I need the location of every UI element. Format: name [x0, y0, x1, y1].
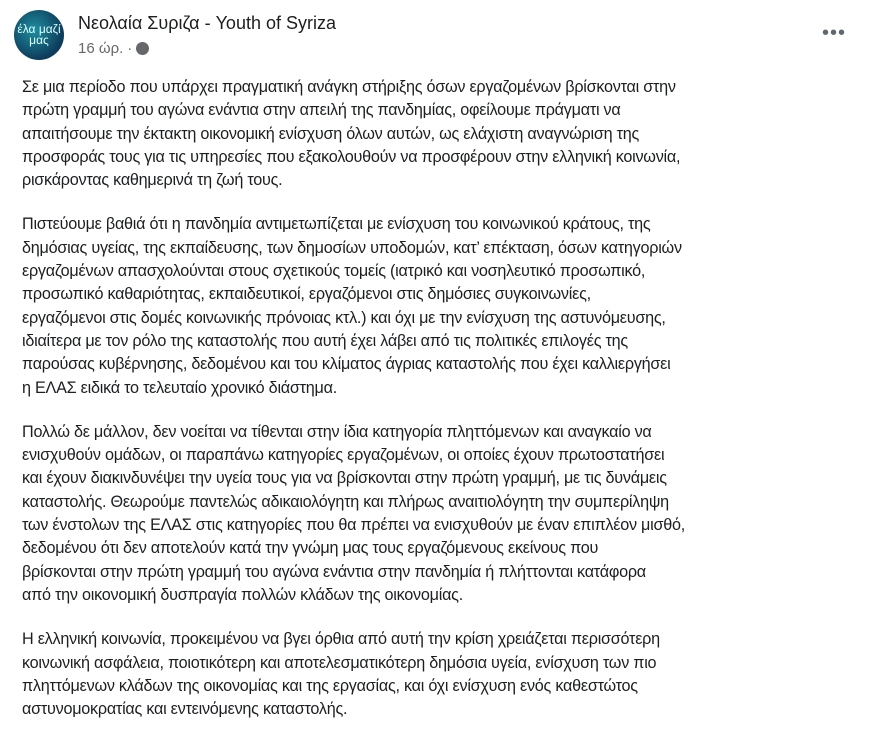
separator: ·: [127, 40, 133, 57]
post-text-line: κοινωνική ασφάλεια, ποιοτικότερη και αποτελεσματικότερη δημόσια υγεία, ενίσχυση των πιο: [22, 653, 657, 672]
post-text-line: δημόσιας υγείας, της εκπαίδευσης, των δημοσίων υποδομών, κατ’ επέκταση, όσων κατηγοριών: [22, 238, 682, 257]
author-name[interactable]: Νεολαία Συριζα - Youth of Syriza: [78, 13, 336, 33]
post-text-line: ρισκάροντας καθημερινά τη ζωή τους.: [22, 171, 283, 190]
post-text-line: καταστολής. Θεωρούμε παντελώς αδικαιολόγητη και πλήρως αναιτιολόγητη την συμπερίληψη: [22, 492, 669, 511]
more-options-icon[interactable]: •••: [822, 22, 847, 44]
avatar-logo-text: έλα μαζί μας: [17, 22, 61, 47]
post-text-line: εργαζομένων απασχολούνται στους σχετικούς τομείς (ιατρικό και νοσηλευτικό προσωπικό,: [22, 262, 646, 281]
post-paragraph: [22, 76, 872, 192]
post-text-line: δεδομένου ότι δεν αποτελούν κατά την γνώμη μας τους εργαζόμενους εκείνους που: [22, 539, 599, 558]
post-text-line: ιδιαίτερα με τον ρόλο της καταστολής που αυτή έχει λάβει από τις πολιτικές επιλογές της: [22, 331, 628, 350]
post-text-line: προσωπικό καθαριότητας, εκπαιδευτικοί, εργαζόμενοι στις δημόσιες συγκοινωνίες,: [22, 285, 591, 304]
post-text-line: η ΕΛΑΣ ειδικά το τελευταίο χρονικό διάστημα.: [22, 378, 337, 397]
post-text-line: παρούσας κυβέρνησης, δεδομένου και του κλίματος άγριας καταστολής που έχει καλλιεργήσει: [22, 355, 671, 374]
post-text-line: Πιστεύουμε βαθιά ότι η πανδημία αντιμετωπίζεται με ενίσχυση του κοινωνικού κράτους, της: [22, 215, 651, 234]
post-time-row: [78, 40, 336, 57]
post-text-line: πληττόμενων κλάδων της οικονομίας και της εργασίας, και όχι ενίσχυση ενός καθεστώτος: [22, 676, 638, 695]
avatar[interactable]: [14, 10, 64, 60]
post-paragraph: [22, 628, 872, 721]
post-text-line: αστυνομοκρατίας και εντεινόμενης καταστολής.: [22, 700, 348, 719]
post-timestamp[interactable]: 16 ώρ.: [78, 40, 124, 57]
post-text-line: Η ελληνική κοινωνία, προκειμένου να βγει όρθια από αυτή την κρίση χρειάζεται περισσότερη: [22, 630, 660, 649]
post-header: [14, 10, 336, 60]
post-text-line: ενισχυθούν ομάδων, οι παραπάνω κατηγορίες εργαζομένων, οι οποίες έχουν πρωτοστατήσει: [22, 446, 665, 465]
post-meta: [78, 13, 336, 57]
post-paragraph: [22, 421, 872, 607]
globe-icon: [136, 42, 149, 55]
post-text-line: πρώτη γραμμή του αγώνα ενάντια στην απειλή της πανδημίας, οφείλουμε πράγματι να: [22, 101, 621, 120]
post-text-line: απαιτήσουμε την έκτακτη οικονομική ενίσχυση όλων αυτών, ως ελάχιστη αναγνώριση της: [22, 124, 640, 143]
post-text-line: Σε μια περίοδο που υπάρχει πραγματική ανάγκη στήριξης όσων εργαζομένων βρίσκονται στην: [22, 78, 676, 96]
post-text-line: και έχουν διακινδυνέψει την υγεία τους για να βρίσκονται στην πρώτη γραμμή, με τις δυνάμεις: [22, 469, 667, 488]
post-text-line: Πολλώ δε μάλλον, δεν νοείται να τίθενται στην ίδια κατηγορία πληττόμενων και αναγκαίο να: [22, 422, 652, 441]
post-text-line: των ένστολων της ΕΛΑΣ στις κατηγορίες που θα πρέπει να ενισχυθούν με έναν επιπλέον μισθό,: [22, 516, 685, 535]
post-text-line: από την οικονομική δυσπραγία πολλών κλάδων της οικονομίας.: [22, 585, 463, 604]
post-text-line: εργαζόμενοι στις δομές κοινωνικής πρόνοιας κτλ.) και όχι με την ενίσχυση της αστυνόμευσης,: [22, 308, 666, 327]
post-body: [22, 76, 872, 742]
post-text-line: βρίσκονται στην πρώτη γραμμή του αγώνα ενάντια στην πανδημία ή πλήττονται κατάφορα: [22, 562, 646, 581]
post-text-line: προσφοράς τους για τις υπηρεσίες που εξακολουθούν να προσφέρουν στην ελληνική κοινωνία,: [22, 147, 681, 166]
post-paragraph: [22, 213, 872, 399]
